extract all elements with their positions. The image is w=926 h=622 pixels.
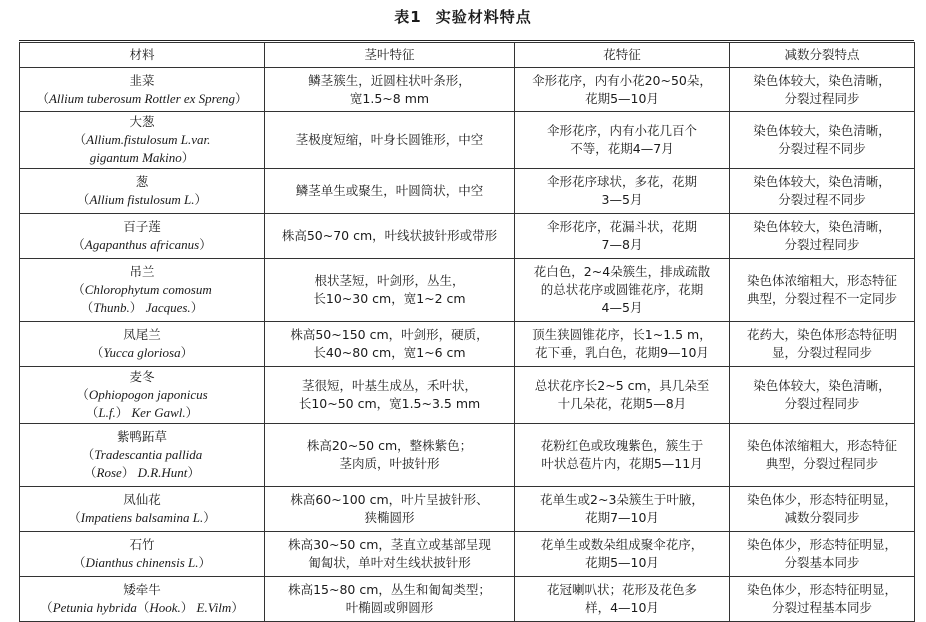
paren: （	[136, 600, 150, 615]
flower-line: 花白色，2~4朵簇生，排成疏散	[533, 264, 711, 279]
table-row	[20, 259, 915, 322]
meiosis-cell	[730, 487, 915, 532]
flower-line: 顶生狭圆锥花序，长1~1.5 m，	[532, 327, 712, 342]
flower-line: 7—8月	[601, 237, 643, 252]
flower-cell	[515, 112, 730, 169]
material-chinese-name: 麦冬	[129, 369, 155, 384]
paren: ）	[231, 600, 244, 615]
stem-leaf-cell	[265, 487, 515, 532]
table-row	[20, 487, 915, 532]
meiosis-cell	[730, 169, 915, 214]
stem-leaf-cell	[265, 532, 515, 577]
paren: （	[90, 345, 104, 360]
flower-cell	[515, 259, 730, 322]
flower-cell	[515, 367, 730, 424]
flower-line: 花单生或2~3朵簇生于叶腋，	[540, 492, 704, 507]
material-latin-name: Ker Gawl.	[128, 405, 186, 420]
stem-leaf-cell	[265, 424, 515, 487]
stem-leaf-line: 鳞茎单生或聚生，叶圆筒状，中空	[295, 183, 484, 198]
meiosis-cell	[730, 577, 915, 622]
material-cell	[20, 487, 265, 532]
material-cell	[20, 169, 265, 214]
paren: ）	[203, 510, 216, 525]
meiosis-line: 染色体较大，染色清晰，	[753, 219, 891, 234]
flower-line: 花单生或数朵组成聚伞花序，	[540, 537, 704, 552]
material-cell	[20, 259, 265, 322]
flower-line: 不等，花期4—7月	[570, 141, 674, 156]
meiosis-line: 染色体浓缩粗大，形态特征	[746, 273, 897, 288]
flower-line: 花期5—10月	[585, 555, 659, 570]
table-row	[20, 169, 915, 214]
meiosis-line: 染色体较大，染色清晰，	[753, 123, 891, 138]
stem-leaf-line: 株高50~150 cm，叶剑形，硬质，	[290, 327, 489, 342]
paren: （	[76, 387, 89, 402]
flower-line: 花冠喇叭状；花形及花色多	[546, 582, 697, 597]
meiosis-line: 分裂过程同步	[784, 90, 860, 106]
flower-line: 伞形花序，内有小花几百个	[546, 123, 697, 138]
stem-leaf-line: 株高50~70 cm，叶线状披针形或带形	[281, 228, 498, 243]
stem-leaf-line: 株高30~50 cm，茎直立或基部呈现	[288, 537, 491, 552]
paren: （	[73, 132, 87, 147]
material-cell	[20, 322, 265, 367]
material-cell	[20, 577, 265, 622]
paren: ）	[190, 300, 204, 315]
stem-leaf-line: 狭椭圆形	[364, 510, 415, 525]
flower-line: 叶状总苞片内，花期5—11月	[541, 456, 703, 471]
material-chinese-name: 凤尾兰	[123, 327, 161, 342]
material-latin-name: Dianthus chinensis L.	[85, 555, 199, 570]
stem-leaf-line: 茎很短，叶基生成丛，禾叶状，	[301, 378, 477, 393]
stem-leaf-cell	[265, 577, 515, 622]
meiosis-line: 分裂过程同步	[784, 396, 860, 411]
material-latin-name: Allium fistulosum L.	[89, 192, 195, 207]
material-latin-name: Yucca gloriosa	[103, 345, 181, 360]
stem-leaf-line: 茎肉质，叶披针形	[339, 456, 440, 471]
paren: ）	[194, 192, 208, 207]
paren: （	[36, 90, 49, 106]
material-latin-name: Tradescantia pallida	[94, 447, 203, 462]
material-cell	[20, 424, 265, 487]
flower-cell	[515, 214, 730, 259]
flower-cell	[515, 532, 730, 577]
meiosis-line: 染色体较大，染色清晰，	[753, 174, 891, 189]
material-latin-name: Impatiens balsamina L.	[80, 510, 204, 525]
stem-leaf-cell	[265, 68, 515, 112]
material-latin-name: Chlorophytum comosum	[84, 282, 212, 297]
table-row	[20, 532, 915, 577]
flower-line: 伞形花序球状，多花，花期	[546, 174, 697, 189]
meiosis-cell	[730, 214, 915, 259]
meiosis-line: 染色体少，形态特征明显，	[746, 492, 897, 507]
material-latin-name: E.Vilm	[193, 600, 232, 615]
stem-leaf-cell	[265, 112, 515, 169]
material-latin-name: Petunia hybrida	[52, 600, 137, 615]
materials-table	[19, 42, 915, 622]
material-chinese-name: 百子莲	[123, 219, 161, 234]
paren: ）	[235, 90, 248, 106]
material-cell	[20, 532, 265, 577]
flower-cell	[515, 424, 730, 487]
paren: （	[85, 405, 99, 420]
header-stem-leaf: 茎叶特征	[265, 43, 515, 68]
paren: （	[40, 600, 53, 615]
paren: （	[81, 447, 95, 462]
meiosis-cell	[730, 532, 915, 577]
meiosis-cell	[730, 259, 915, 322]
material-latin-name: gigantum Makino	[89, 150, 182, 165]
stem-leaf-line: 长10~30 cm，宽1~2 cm	[313, 291, 466, 306]
stem-leaf-cell	[265, 367, 515, 424]
material-chinese-name: 石竹	[129, 537, 155, 552]
stem-leaf-line: 长10~50 cm，宽1.5~3.5 mm	[298, 396, 481, 411]
meiosis-cell	[730, 322, 915, 367]
stem-leaf-line: 株高20~50 cm，整株紫色；	[306, 438, 473, 453]
table-row	[20, 577, 915, 622]
meiosis-cell	[730, 367, 915, 424]
meiosis-line: 显，分裂过程同步	[771, 345, 872, 360]
material-cell	[20, 367, 265, 424]
flower-line: 样，4—10月	[585, 600, 659, 615]
meiosis-line: 分裂过程同步	[784, 237, 860, 252]
meiosis-line: 分裂过程不同步	[778, 141, 866, 156]
table-body	[20, 68, 915, 622]
paren: （	[72, 555, 86, 570]
paren: （	[84, 465, 97, 480]
flower-cell	[515, 322, 730, 367]
flower-cell	[515, 169, 730, 214]
material-latin-name: Rose	[96, 465, 122, 480]
meiosis-line: 减数分裂同步	[784, 510, 860, 525]
stem-leaf-line: 茎极度短缩，叶身长圆锥形，中空	[295, 132, 484, 147]
flower-line: 3—5月	[601, 192, 643, 207]
meiosis-cell	[730, 68, 915, 112]
table-row	[20, 112, 915, 169]
paren: （	[80, 300, 94, 315]
material-latin-name: D.R.Hunt	[134, 465, 188, 480]
header-row	[20, 43, 915, 68]
material-chinese-name: 大葱	[129, 114, 155, 129]
header-flower: 花特征	[515, 43, 730, 68]
meiosis-line: 染色体少，形态特征明显，	[746, 537, 897, 552]
flower-line: 花期7—10月	[585, 510, 659, 525]
header-material: 材料	[20, 43, 265, 68]
paren: ）	[121, 465, 135, 480]
table-row	[20, 424, 915, 487]
stem-leaf-line: 匍匐状，单叶对生线状披针形	[308, 555, 471, 570]
table-row	[20, 322, 915, 367]
stem-leaf-line: 株高15~80 cm，丛生和匍匐类型；	[288, 582, 491, 597]
flower-line: 4—5月	[601, 300, 643, 315]
material-cell	[20, 112, 265, 169]
material-chinese-name: 矮牵牛	[123, 582, 161, 597]
meiosis-cell	[730, 112, 915, 169]
material-chinese-name: 葱	[135, 174, 149, 189]
material-latin-name: Agapanthus africanus	[84, 237, 200, 252]
paren: （	[76, 192, 90, 207]
material-chinese-name: 吊兰	[129, 264, 155, 279]
paren: ）	[180, 345, 194, 360]
flower-line: 伞形花序，内有小花20~50朵，	[532, 72, 712, 88]
flower-line: 总状花序长2~5 cm，具几朵至	[534, 378, 710, 393]
flower-line: 的总状花序或圆锥花序，花期	[540, 282, 704, 297]
material-chinese-name: 韭菜	[129, 72, 155, 88]
flower-line: 花下垂，乳白色，花期9—10月	[535, 345, 709, 360]
paren: ）	[115, 405, 129, 420]
stem-leaf-line: 长40~80 cm，宽1~6 cm	[313, 345, 466, 360]
meiosis-line: 染色体少，形态特征明显，	[746, 582, 897, 597]
stem-leaf-cell	[265, 259, 515, 322]
stem-leaf-cell	[265, 214, 515, 259]
paren: ）	[129, 300, 143, 315]
stem-leaf-cell	[265, 322, 515, 367]
material-chinese-name: 紫鸭跖草	[116, 429, 167, 444]
meiosis-cell	[730, 424, 915, 487]
flower-cell	[515, 68, 730, 112]
meiosis-line: 典型，分裂过程不一定同步	[746, 291, 897, 306]
paren: ）	[198, 555, 212, 570]
flower-line: 伞形花序，花漏斗状，花期	[546, 219, 697, 234]
material-latin-name: Ophiopogon japonicus	[88, 387, 208, 402]
flower-line: 花期5—10月	[585, 90, 659, 106]
material-latin-name: Jacques.	[142, 300, 191, 315]
material-cell	[20, 68, 265, 112]
paren: ）	[185, 405, 199, 420]
flower-line: 花粉红色或玫瑰紫色，簇生于	[540, 438, 704, 453]
meiosis-line: 分裂过程基本同步	[771, 600, 872, 615]
stem-leaf-line: 宽1.5~8 mm	[349, 90, 430, 106]
paren: ）	[187, 465, 200, 480]
paren: ）	[180, 600, 194, 615]
material-latin-name: Thunb.	[93, 300, 130, 315]
header-meiosis: 减数分裂特点	[730, 43, 915, 68]
table-caption	[0, 0, 926, 34]
meiosis-line: 染色体较大，染色清晰，	[753, 72, 891, 88]
material-chinese-name: 凤仙花	[123, 492, 161, 507]
material-latin-name: Hook.	[149, 600, 181, 615]
paren: （	[72, 282, 85, 297]
meiosis-line: 分裂过程不同步	[778, 192, 866, 207]
paren: （	[72, 237, 85, 252]
table-row	[20, 367, 915, 424]
material-latin-name: Allium.fistulosum L.var.	[86, 132, 211, 147]
meiosis-line: 染色体较大，染色清晰，	[753, 378, 891, 393]
stem-leaf-line: 根状茎短，叶剑形，丛生，	[314, 273, 465, 288]
meiosis-line: 染色体浓缩粗大，形态特征	[746, 438, 897, 453]
stem-leaf-line: 鳞茎簇生，近圆柱状叶条形，	[308, 72, 471, 88]
material-latin-name: Allium tuberosum Rottler ex Spreng	[48, 90, 236, 106]
flower-cell	[515, 577, 730, 622]
meiosis-line: 分裂基本同步	[784, 555, 860, 570]
table-row	[20, 214, 915, 259]
paren: （	[68, 510, 81, 525]
flower-line: 十几朵花，花期5—8月	[557, 396, 687, 411]
paren: ）	[181, 150, 195, 165]
table-number: 表1	[394, 8, 422, 26]
meiosis-line: 花药大，染色体形态特征明	[746, 327, 897, 342]
table-row	[20, 68, 915, 112]
paren: ）	[199, 237, 212, 252]
stem-leaf-line: 叶椭圆或卵圆形	[345, 600, 434, 615]
stem-leaf-cell	[265, 169, 515, 214]
material-latin-name: L.f.	[98, 405, 116, 420]
meiosis-line: 典型，分裂过程同步	[765, 456, 879, 471]
flower-cell	[515, 487, 730, 532]
top-rule	[19, 40, 914, 41]
material-cell	[20, 214, 265, 259]
stem-leaf-line: 株高60~100 cm，叶片呈披针形、	[290, 492, 489, 507]
table-title: 实验材料特点	[435, 8, 532, 26]
